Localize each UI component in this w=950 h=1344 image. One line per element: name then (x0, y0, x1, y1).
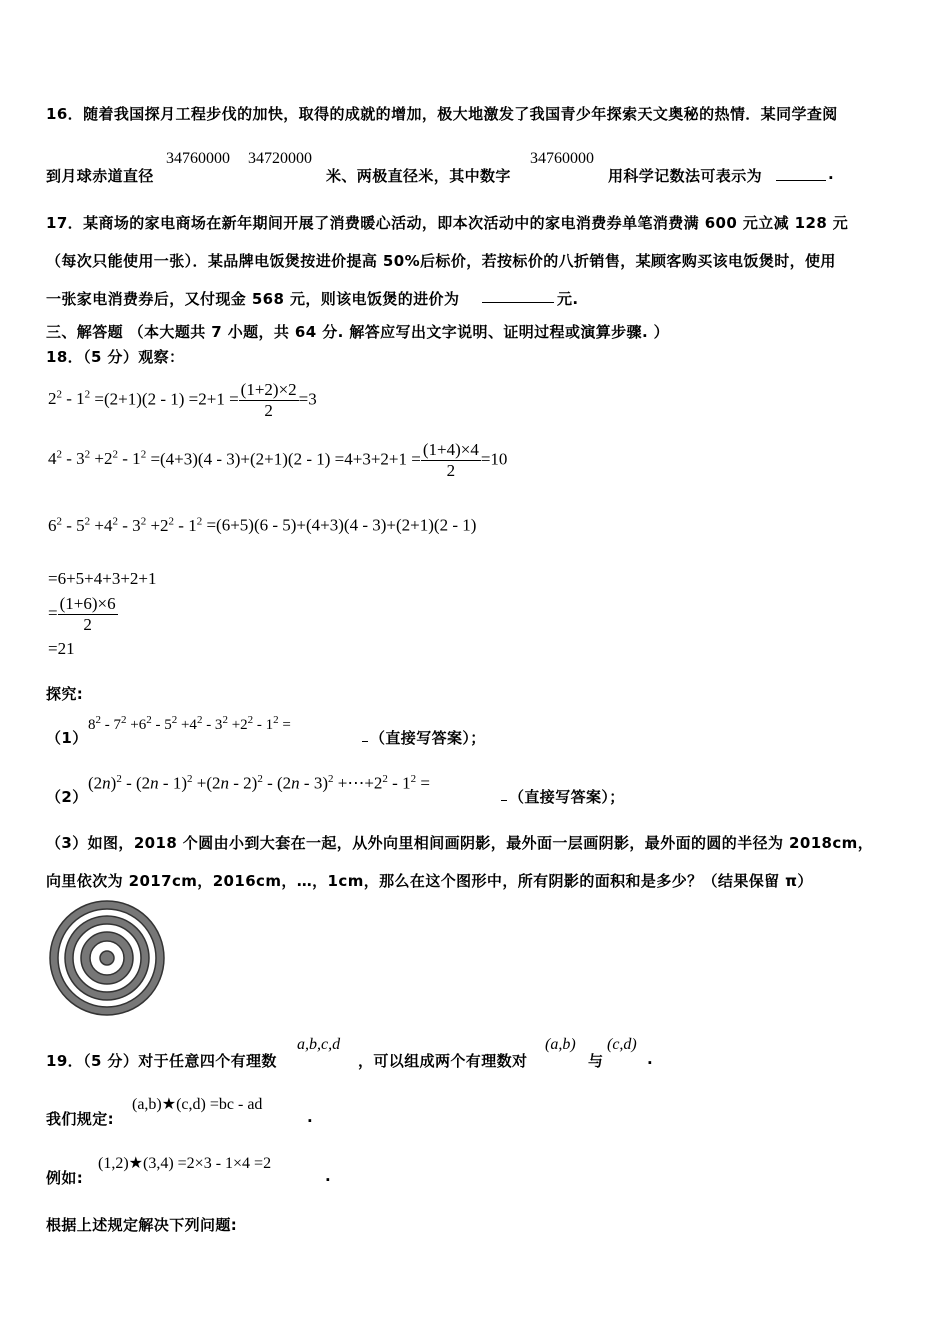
q17-line1: 17．某商场的家电商场在新年期间开展了消费暖心活动，即本次活动中的家电消费券单笔消费满 600 元立减 128 元 (46, 214, 849, 232)
q19-example-formula: (1,2)★(3,4) =2×3 - 1×4 =2 (98, 1155, 272, 1172)
q18-eq5: = $\frac{(1+6)\times 6}{2}$ (48, 594, 116, 634)
q17-line3-suffix: 元. (557, 290, 579, 308)
concentric-circles-figure (44, 900, 170, 1018)
q18-part2-expression: $(2n)^2 - (2n - 1)^2 +(2n - 2)^2 - (2n - 3)^2$ $+\cdots+2^2 - 1^2$ = (88, 773, 430, 793)
q19-mid: ，可以组成两个有理数对 (358, 1052, 528, 1070)
q18-explore-label: 探究: (46, 685, 84, 703)
q18-part2-blank[interactable] (501, 796, 507, 801)
q17-line3-prefix: 一张家电消费券后，又付现金 568 元，则该电饭煲的进价为 (46, 290, 460, 308)
q19-pair1: (a,b) (545, 1036, 576, 1053)
q16-line2-post: 用科学记数法可表示为 (608, 167, 763, 185)
q18-eq4: =6+5+4+3+2+1 (48, 569, 157, 588)
q18-part1-tail: （直接写答案）； (370, 729, 486, 747)
q16-line2-mid: 米、两极直径米，其中数字 (326, 167, 511, 185)
q16-line2-prefix: 到月球赤道直径 (46, 167, 154, 185)
q19-end: . (647, 1050, 654, 1068)
q16-number-b: 34720000 (248, 150, 312, 167)
q18-title: 18．（5 分）观察： (46, 348, 185, 366)
q18-part3-line2: 向里依次为 2017cm，2016cm，…，1cm，那么在这个图形中，所有阴影的面积和是多少？（结果保留 π） (46, 872, 813, 890)
q19-rule-label: 我们规定: (46, 1110, 114, 1128)
q17-line2: （每次只能使用一张）．某品牌电饭煲按进价提高 50%后标价，若按标价的八折销售，某顾客购买该电饭煲时，使用 (46, 252, 836, 270)
q19-and: 与 (588, 1052, 604, 1070)
q19-rule-formula: (a,b)★(c,d) =bc - ad (132, 1096, 263, 1113)
q19-example-label: 例如: (46, 1169, 84, 1187)
q18-part2-label: （2） (46, 788, 88, 806)
q18-part1-blank[interactable] (362, 737, 368, 742)
q16-number-c: 34760000 (530, 150, 594, 167)
q19-vars: a,b,c,d (297, 1036, 341, 1053)
q18-part3-line1: （3）如图，2018 个圆由小到大套在一起，从外向里相间画阴影，最外面一层画阴影，最外面的圆的半径为 2018cm， (46, 834, 874, 852)
q16-answer-blank[interactable] (776, 166, 826, 181)
q18-part1-expression: $8^2 - 7^2 +6^2 - 5^2 +4^2 - 3^2 +2^2 - 1^2$ = (88, 714, 291, 733)
section-3-heading: 三、解答题 （本大题共 7 小题，共 64 分. 解答应写出文字说明、证明过程或演算步骤. ） (46, 323, 670, 341)
q19-pair2: (c,d) (607, 1036, 637, 1053)
q19-example-end: . (325, 1167, 332, 1185)
q18-eq3: $6^2 - 5^2 +4^2 - 3^2 +2^2 - 1^2 =(6+5)(6 - 5)+(4+3)(4 - 3)+(2+1)(2 - 1)$ (48, 515, 477, 535)
q18-part2-tail: （直接写答案）； (509, 788, 625, 806)
q18-eq2: $4^2 - 3^2 +2^2 - 1^2 =(4+3)(4 - 3)+(2+1)(2 - 1) =4+3+2+1$ = $\frac{(1+4)\times 4}{2}$ =10 (48, 440, 508, 480)
q18-eq1: $2^2 - 1^2 =(2+1)(2 - 1) =2+1$ = $\frac{(1+2)\times 2}{2}$ =3 (48, 380, 317, 420)
q19-rule-end: . (307, 1108, 314, 1126)
q18-eq6: =21 (48, 639, 75, 658)
q16-number-a: 34760000 (166, 150, 230, 167)
q19-solve-prompt: 根据上述规定解决下列问题: (46, 1216, 238, 1234)
q18-part1-label: （1） (46, 729, 88, 747)
q16-line1: 16．随着我国探月工程步伐的加快，取得的成就的增加，极大地激发了我国青少年探索天文奥秘的热情．某同学查阅 (46, 105, 838, 123)
q17-answer-blank[interactable] (482, 288, 554, 303)
q19-title: 19．（5 分）对于任意四个有理数 (46, 1052, 277, 1070)
q16-end: . (828, 165, 835, 183)
